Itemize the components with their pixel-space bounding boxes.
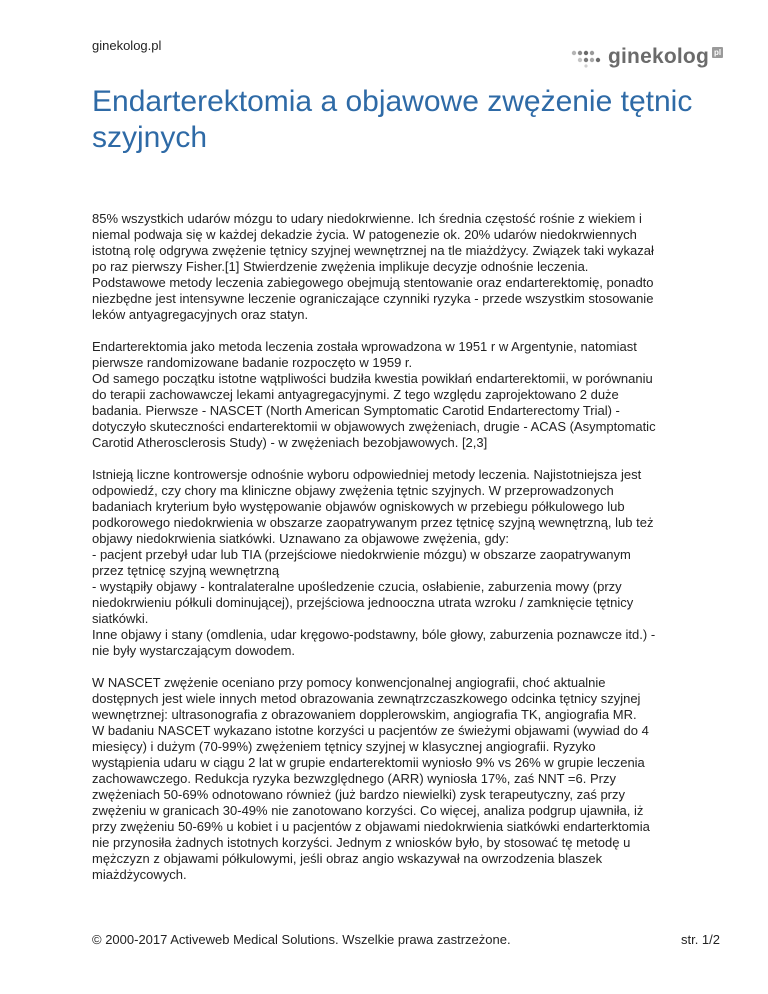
paragraph-line: odpowiedź, czy chory ma kliniczne objawy zwężenia tętnic szyjnych. W przeprowadzonych <box>92 483 614 498</box>
paragraph-line: - pacjent przebył udar lub TIA (przejściowe niedokrwienie mózgu) w obszarze zaopatrywanym <box>92 547 631 562</box>
paragraph-line: Endarterektomia jako metoda leczenia została wprowadzona w 1951 r w Argentynie, natomiast <box>92 339 637 354</box>
logo-dots-icon <box>570 45 604 69</box>
paragraph-line: niezbędne jest intensywne leczenie ograniczające czynniki ryzyka - przede wszystkim stosowanie <box>92 291 654 306</box>
article-paragraph <box>92 675 708 883</box>
paragraph-line: pierwsze randomizowane badanie rozpoczęto w 1959 r. <box>92 355 413 370</box>
paragraph-line: Od samego początku istotne wątpliwości budziła kwestia powikłań endarterektomii, w porównaniu <box>92 371 653 386</box>
paragraph-line: badaniach kryterium było występowanie objawów ogniskowych w przebiegu półkulowego lub <box>92 499 625 514</box>
paragraph-line: zwężeniu w granicach 30-49% nie zanotowano korzyści. Co więcej, analiza podgrup ujawniła, iż <box>92 803 644 818</box>
article-title: Endarterektomia a objawowe zwężenie tętnic szyjnych <box>92 85 693 154</box>
paragraph-line: Podstawowe metody leczenia zabiegowego obejmują stentowanie oraz endarterektomię, ponadto <box>92 275 654 290</box>
paragraph-line: niemal podwaja się w każdej dekadzie życia. W patogenezie ok. 20% udarów niedokrwiennych <box>92 227 637 242</box>
article-paragraph <box>92 211 708 323</box>
paragraph-line: nie przynosiła żadnych istotnych korzyści. Jednym z wniosków było, by stosować tę metodę u <box>92 835 631 850</box>
paragraph-line: Inne objawy i stany (omdlenia, udar kręgowo-podstawny, bóle głowy, zaburzenia poznawcze itd.) - <box>92 627 656 642</box>
paragraph-line: badania. Pierwsze - NASCET (North American Symptomatic Carotid Endarterectomy Trial) - <box>92 403 620 418</box>
paragraph-line: miesięcy) i dużym (70-99%) zwężeniem tętnicy szyjnej w klasycznej angiografii. Ryzyko <box>92 739 596 754</box>
article-body <box>92 211 708 899</box>
paragraph-line: Istnieją liczne kontrowersje odnośnie wyboru odpowiedniej metody leczenia. Najistotniejsza jest <box>92 467 642 482</box>
paragraph-line: podkorowego niedokrwienia w obszarze zaopatrywanym przez tętnicę szyjną wewnętrzną, lub też <box>92 515 654 530</box>
paragraph-line: zwężeniach 50-69% odnotowano również (już bardzo niewielki) zysk terapeutyczny, zaś przy <box>92 787 626 802</box>
logo-text: ginekolog <box>608 45 709 68</box>
paragraph-line: po raz pierwszy Fisher.[1] Stwierdzenie zwężenia implikuje decyzje odnośnie leczenia. <box>92 259 589 274</box>
footer-page-number: str. 1/2 <box>680 932 720 947</box>
article-paragraph <box>92 339 708 451</box>
paragraph-line: zachowawczego. Redukcja ryzyka bezwzględnego (ARR) wyniosła 17%, zaś NNT =6. Przy <box>92 771 616 786</box>
paragraph-line: - wystąpiły objawy - kontralateralne upośledzenie czucia, osłabienie, zaburzenia mowy (przy <box>92 579 622 594</box>
paragraph-line: nie były wystarczającym dowodem. <box>92 643 296 658</box>
logo-tld-badge: pl <box>713 47 722 57</box>
paragraph-line: objawy niedokrwienia siatkówki. Uznawano za objawowe zwężenia, gdy: <box>92 531 509 546</box>
paragraph-line: 85% wszystkich udarów mózgu to udary niedokrwienne. Ich średnia częstość rośnie z wiekiem i <box>92 211 642 226</box>
paragraph-line: dostępnych jest wiele innych metod obrazowania zewnątrzczaszkowego odcinka tętnicy szyjnej <box>92 691 641 706</box>
paragraph-line: wewnętrznej: ultrasonografia z obrazowaniem dopplerowskim, angiografia TK, angiografia MR. <box>92 707 637 722</box>
paragraph-line: W badaniu NASCET wykazano istotne korzyści u pacjentów ze świeżymi objawami (wywiad do 4 <box>92 723 649 738</box>
paragraph-line: niedokrwieniu półkuli dominującej), przejściowa jednooczna utrata wzroku / zamknięcie tętnicy <box>92 595 634 610</box>
footer-copyright: © 2000-2017 Activeweb Medical Solutions. Wszelkie prawa zastrzeżone. <box>92 932 511 947</box>
paragraph-line: dotyczyło skuteczności endarterektomii w objawowych zwężeniach, drugie - ACAS (Asymptomatic <box>92 419 656 434</box>
site-logo[interactable] <box>570 40 723 74</box>
paragraph-line: przez tętnicę szyjną wewnętrzną <box>92 563 280 578</box>
paragraph-line: mężczyzn z objawami półkulowymi, jeśli obraz angio wskazywał na owrzodzenia blaszek <box>92 851 603 866</box>
paragraph-line: siatkówki. <box>92 611 149 626</box>
paragraph-line: leków antyagregacyjnych oraz statyn. <box>92 307 309 322</box>
paragraph-line: do terapii zachowawczej lekami antyagregacyjnymi. Z tego względu zaprojektowano 2 duże <box>92 387 619 402</box>
paragraph-line: istotną rolę odgrywa zwężenie tętnicy szyjnej wewnętrznej na tle miażdżycy. Związek taki wykazał <box>92 243 654 258</box>
site-url: ginekolog.pl <box>92 38 162 53</box>
paragraph-line: miażdżycowych. <box>92 867 187 882</box>
paragraph-line: W NASCET zwężenie oceniano przy pomocy konwencjonalnej angiografii, choć aktualnie <box>92 675 606 690</box>
paragraph-line: Carotid Atherosclerosis Study) - w zwężeniach bezobjawowych. [2,3] <box>92 435 488 450</box>
paragraph-line: przy zwężeniu 50-69% u kobiet i u pacjentów z objawami niedokrwienia siatkówki endarterktomia <box>92 819 650 834</box>
paragraph-line: wystąpienia udaru w ciągu 2 lat w grupie endarterektomii wyniosło 9% vs 26% w grupie leczenia <box>92 755 645 770</box>
article-paragraph <box>92 467 708 659</box>
